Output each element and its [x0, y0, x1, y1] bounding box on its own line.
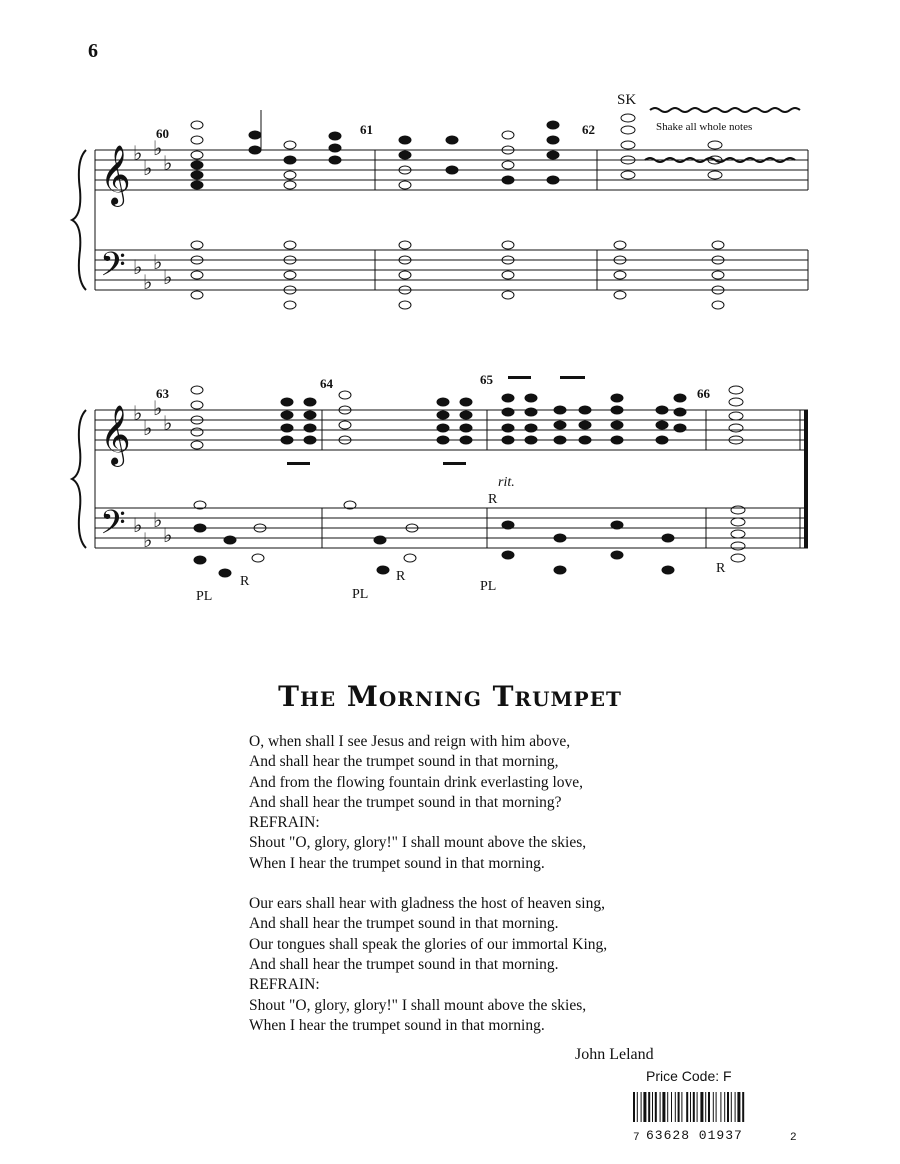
svg-text:♭: ♭: [143, 530, 153, 552]
bass-clef-icon: 𝄢: [100, 246, 126, 291]
measure-number-66: 66: [697, 386, 710, 401]
r-mark: R: [396, 569, 406, 584]
lyric-line: Shout "O, glory, glory!" I shall mount above the skies,: [249, 834, 587, 852]
svg-text:♭: ♭: [143, 158, 153, 180]
svg-text:♭: ♭: [153, 510, 163, 532]
system2-bass-notes: [194, 501, 745, 577]
measure-number-65: 65: [480, 372, 493, 387]
lyric-line: O, when shall I see Jesus and reign with him above,: [249, 733, 571, 750]
lyric-line: When I hear the trumpet sound in that morning.: [249, 854, 545, 872]
svg-text:♭: ♭: [143, 418, 153, 440]
shake-instruction: Shake all whole notes: [656, 121, 753, 133]
system1-bass-chords: [191, 241, 724, 309]
lyric-line: And shall hear the trumpet sound in that morning.: [249, 955, 559, 973]
svg-text:♭: ♭: [163, 525, 173, 547]
lyric-line: And shall hear the trumpet sound in that morning,: [249, 753, 559, 771]
svg-text:♭: ♭: [133, 143, 143, 165]
svg-text:♭: ♭: [163, 413, 173, 435]
svg-text:♭: ♭: [143, 272, 153, 294]
stanza-1: [249, 732, 607, 874]
svg-text:♭: ♭: [133, 257, 143, 279]
barcode-icon: [633, 1092, 809, 1126]
stanza-2: [249, 894, 607, 1036]
lyrics: [249, 732, 607, 1056]
lyric-line: And from the flowing fountain drink everlasting love,: [249, 773, 584, 791]
barcode-number: 63628 01937: [646, 1128, 743, 1143]
barcode-left-digit: 7: [633, 1132, 640, 1144]
lyric-line: When I hear the trumpet sound in that morning.: [249, 1016, 545, 1034]
lyric-line: Our ears shall hear with gladness the host of heaven sing,: [249, 895, 605, 913]
measure-number-64: 64: [320, 376, 333, 391]
barcode-right-digit: 2: [790, 1132, 797, 1144]
svg-text:♭: ♭: [133, 515, 143, 537]
r-mark: R: [716, 561, 726, 576]
treble-clef-icon: 𝄞: [100, 147, 131, 204]
pl-mark: PL: [480, 579, 497, 594]
svg-text:♭: ♭: [153, 138, 163, 160]
svg-text:♭: ♭: [163, 267, 173, 289]
refrain-label: REFRAIN:: [249, 814, 320, 832]
measure-number-60: 60: [156, 126, 169, 141]
r-mark: R: [240, 574, 250, 589]
pl-mark: PL: [196, 589, 213, 604]
sk-mark: SK: [617, 92, 637, 108]
measure-number-63: 63: [156, 386, 169, 401]
pl-mark: PL: [352, 587, 369, 602]
r-mark: R: [488, 492, 498, 507]
lyric-line: Our tongues shall speak the glories of our immortal King,: [249, 935, 608, 953]
svg-text:♭: ♭: [153, 398, 163, 420]
page-number: 6: [88, 40, 98, 62]
measure-number-61: 61: [360, 122, 373, 137]
refrain-label: REFRAIN:: [249, 976, 320, 994]
author: John Leland: [575, 1046, 654, 1063]
svg-text:♭: ♭: [153, 252, 163, 274]
lyric-line: And shall hear the trumpet sound in that morning?: [249, 793, 562, 811]
system1-bass-staff: [95, 250, 808, 290]
lyric-line: Shout "O, glory, glory!" I shall mount above the skies,: [249, 996, 587, 1014]
lyric-line: And shall hear the trumpet sound in that morning.: [249, 915, 559, 933]
treble-clef-icon: 𝄞: [100, 407, 131, 464]
song-title: The Morning Trumpet: [278, 680, 622, 713]
rit-mark: rit.: [498, 475, 515, 490]
price-code: Price Code: F: [646, 1068, 732, 1084]
svg-text:♭: ♭: [163, 153, 173, 175]
svg-text:♭: ♭: [133, 403, 143, 425]
measure-number-62: 62: [582, 122, 595, 137]
bass-clef-icon: 𝄢: [100, 504, 126, 549]
